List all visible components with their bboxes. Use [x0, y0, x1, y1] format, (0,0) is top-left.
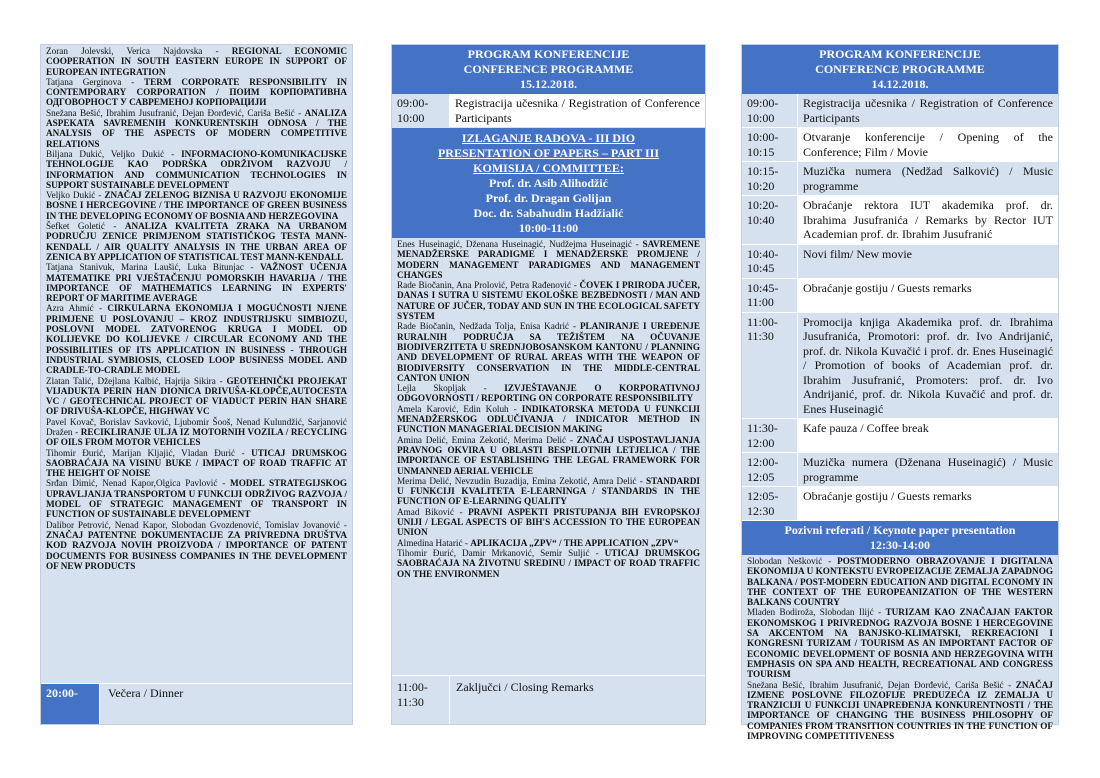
schedule-label: Otvaranje konferencije / Opening of the Conference; Film / Movie: [798, 128, 1058, 161]
left-column: [40, 44, 353, 725]
paper-entry: [46, 190, 347, 221]
paper-entry: [397, 548, 700, 579]
schedule-time: [742, 453, 798, 486]
schedule-label: Muzička numera (Dženana Huseinagić) / Music programme: [803, 455, 1053, 484]
paper-authors: Tatjana Gerginova -: [46, 76, 144, 87]
paper-authors: Merima Delić, Nevzudin Buzadija, Emina Zekotić, Amra Delić -: [397, 475, 647, 486]
paper-title: ANALIZA ASPEKATA SAVREMENIH KONKURENTSKIH ODNOSA / THE ANALYSIS OF THE ASPECTS OF MODERN COMPETITIVE RELATIONS: [46, 107, 347, 149]
paper-title: RECIKLIRANJE ULJA IZ MOTORNIH VOZILA / RECYCLING OF OILS FROM MOTOR VEHICLES: [46, 426, 347, 448]
schedule-label: Registracija učesnika / Registration of Conference Participants: [803, 96, 1053, 125]
schedule-time: [742, 487, 798, 520]
schedule-label: Obraćanje gostiju / Guests remarks: [798, 487, 1058, 520]
paper-authors: Snežana Bešić, Ibrahim Jusufranić, Dejan Đorđević, Cariša Bešić -: [747, 679, 1016, 690]
paper-list: [742, 555, 1058, 741]
paper-entry: [46, 303, 347, 375]
programme-header: [742, 45, 1058, 94]
paper-title: SAVREMENE MENADŽERSKE PARADIGME I MENADŽERSKE PROMJENE / MODERN MANAGEMENT PARADIGMES AND MANAGEMENT CHANGES: [397, 239, 700, 280]
schedule-time-start: 12:05-: [747, 489, 779, 503]
paper-entry: [46, 448, 347, 479]
schedule-label: Promocija knjiga Akademika prof. dr. Ibrahima Jusufranića, Promotori: prof. dr. Ivo Andrijanić, prof. dr. Nikola Kuvačić i prof. dr. Enes Huseinagić / Promotion of books of Academian prof. dr. Ibrahim Jusufranić, Promoters: prof. dr. Ivo Andrijanić, prof. dr. Nikola Kuvačić and prof. dr. Enes Huseinagić: [803, 314, 1053, 416]
paper-title: IZVJEŠTAVANJE O KORPORATIVNOJ ODGOVORNOSTI / REPORTING ON CORPORATE RESPONSIBILITY: [397, 383, 701, 404]
paper-authors: Srđan Dimić, Nenad Kapor,Olgica Pavlović -: [46, 478, 231, 489]
schedule-time-end: 10:00: [747, 110, 775, 125]
schedule-label: Muzička numera (Nedžad Salković) / Music programme: [803, 164, 1053, 193]
paper-title: PLANIRANJE I UREĐENJE RURALNIH PODRUČJA SA TEŽIŠTEM NA OČUVANJE BIODIVERZITETA U SREDNJOBOSANSKOM KANTONU / PLANNING AND DEVELOPMENT OF RURAL AREAS WITH THE WEAPON OF BIODIVERSITY CONSERVATION IN THE MIDDLE-CENTRAL CANTON UNION: [397, 321, 700, 383]
schedule-time: [742, 196, 798, 244]
schedule-time-start: 10:45-: [747, 280, 779, 295]
paper-authors: Dalibor Petrović, Nenad Kapor, Slobodan Gvozdenović, Tomislav Jovanović -: [46, 519, 347, 530]
dinner-row: [41, 683, 352, 724]
schedule-time-start: 10:00-: [747, 130, 779, 144]
paper-authors: Snežana Bešić, Ibrahim Jusufranić, Dejan Đorđević, Cariša Bešić -: [46, 107, 305, 118]
closing-label: Zaključci / Closing Remarks: [456, 680, 594, 694]
registration-label: Registracija učesnika / Registration of Conference Participants: [450, 94, 705, 127]
schedule-time-end: 11:30: [747, 329, 774, 343]
paper-authors: Amad Biković -: [397, 506, 469, 517]
schedule-time-end: 12:00: [747, 435, 775, 450]
paper-authors: Biljana Dukić, Veljko Dukić -: [46, 148, 182, 159]
schedule-row: [742, 162, 1058, 196]
paper-authors: Slobodan Nešković -: [747, 556, 838, 566]
paper-title: INDIKATORSKA METODA U FUNKCIJI MENADŽERSKOG ODLUČIVANJA / INDICATOR METHOD IN FUNCTION MANAGERIAL DECISION MAKING: [397, 403, 700, 435]
schedule-row: [742, 94, 1058, 128]
schedule-row: [742, 128, 1058, 162]
committee-label: KOMISIJA / COMMITTEE:: [473, 161, 624, 175]
schedule-time: [742, 162, 798, 195]
paper-title: CIRKULARNA EKONOMIJA I MOGUĆNOSTI NJENE PRIMJENE U POSLOVANJU – KROZ INDUSTRIJSKU SIMBIOZU, POSLOVNI MODEL ZATVORENOG KRUGA I MODEL OD KOLIJEVKE DO KOLIJEVKE / CIRCULAR ECONOMY AND THE POSSIBILITIES OF ITS APPLICATION IN BUSINESS - THROUGH INDUSTRIAL SYMBIOSIS, CLOSED LOOP BUSINESS MODEL AND CRADLE-TO-CRADLE MODEL: [46, 303, 347, 376]
paper-entry: [397, 280, 700, 321]
closing-row: [392, 675, 705, 724]
schedule-time-end: 12:30: [747, 503, 775, 518]
schedule-time-end: 10:20: [747, 178, 775, 193]
paper-title: ZNAČAJ PATENTNE DOKUMENTACIJE ZA PRIVREDNA DRUŠTVA KOD RAZVOJA NOVIH PROIZVODA / IMPORTANCE OF PATENT DOCUMENTS FOR BUSINESS COMPANIES IN THE DEVELOPMENT OF NEW PRODUCTS: [46, 529, 347, 571]
paper-title: PRAVNI ASPEKTI PRISTUPANJA BIH EVROPSKOJ UNIJI / LEGAL ASPECTS OF BIH'S ACCESSION TO THE EUROPEAN UNION: [397, 506, 700, 538]
schedule-time: [742, 279, 798, 312]
committee-member: Prof. dr. Asib Alihodžić: [488, 176, 609, 190]
schedule-row: [742, 313, 1058, 420]
paper-entry: [46, 77, 347, 108]
paper-list: [392, 238, 705, 579]
schedule-time-end: 10:40: [747, 212, 775, 227]
schedule-time-end: 10:45: [747, 261, 775, 275]
paper-title: ČOVEK I PRIRODA JUČER, DANAS I SUTRA U SISTEMU EKOLOŠKE BEZBEDNOSTI / MAN AND NATURE OF JUČER, TODAY AND SUN IN THE ECOLOGICAL SAFETY SYSTEM: [397, 280, 700, 322]
header-title-bs: PROGRAM KONFERENCIJE: [819, 47, 981, 61]
paper-entry: [46, 149, 347, 190]
paper-authors: Tihomir Đurić, Marijan Kljajić, Vladan Đurić -: [46, 447, 252, 458]
schedule-time: [742, 94, 798, 127]
paper-entry: [397, 239, 700, 280]
schedule-label: Kafe pauza / Coffee break: [798, 419, 1058, 452]
schedule-row: [742, 487, 1058, 521]
paper-authors: Veljko Dukić -: [46, 190, 105, 201]
paper-authors: Lejla Skopljak -: [397, 383, 505, 394]
paper-entry: [46, 221, 347, 262]
dinner-label: Večera / Dinner: [99, 684, 352, 724]
paper-entry: [46, 46, 347, 77]
paper-title: STANDARDI U FUNKCIJI KVALITETA E-LEARNINGA / STANDARDS IN THE FUNCTION OF E-LEARNING QUALITY: [397, 475, 700, 507]
paper-authors: Tatjana Stanivuk, Marina Laušić, Luka Bitunjac -: [46, 262, 261, 273]
keynote-header: [742, 521, 1058, 555]
schedule-row: [742, 279, 1058, 313]
schedule-label: Obraćanje gostiju / Guests remarks: [798, 279, 1058, 312]
header-date: 15.12.2018.: [520, 77, 577, 91]
paper-authors: Mladen Bodiroža, Slobodan Ilijć -: [747, 607, 886, 618]
schedule-time-end: 10:15: [747, 144, 775, 159]
paper-title: INFORMACIONO-KOMUNIKACIJSKE TEHNOLOGIJE KAO PODRŠKA ODRŽIVOM RAZVOJU / INFORMATION AND COMMUNICATION TECHNOLOGIES IN SUPPORT SUSTAINABLE DEVELOPMENT: [46, 148, 347, 190]
paper-entry: [747, 607, 1053, 679]
paper-authors: Rade Biočanin, Ana Prolović, Petra Rađenović -: [397, 280, 580, 291]
schedule-label: Obraćanje rektora IUT akademika prof. dr. Ibrahima Jusufranića / Remarks by Rector IUT Academian prof. dr. Ibrahim Jusufranić: [798, 196, 1058, 244]
schedule-time-start: 11:00-: [747, 314, 778, 329]
paper-title: POSTMODERNO OBRAZOVANJE I DIGITALNA EKONOMIJA U KONTEKSTU EVROPEIZACIJE ZEMALJA ZAPADNOG BALKANA / POST-MODERN EDUCATION AND DIGITAL ECONOMY IN THE CONTEXT OF THE EUROPEANIZATION OF THE WESTERN BALKANS COUNTRY: [747, 556, 1053, 608]
paper-title: ANALIZA KVALITETA ZRAKA NA URBANOM PODRUČJU ZENICE PRIMJENOM STATISTIČKOG TESTA MANN-KENDALL / AIR QUALITY ANALYSIS IN THE URBAN AREA OF ZENICA BY APPLICATION OF STATISTICAL TEST MANN-KENDALL: [46, 221, 348, 262]
paper-title: UTICAJ DRUMSKOG SAOBRAĆAJA NA VISINU BUKE / IMPACT OF ROAD TRAFFIC AT THE HEIGHT OF NOISE: [46, 447, 347, 479]
paper-authors: Pavel Kovač, Borislav Savković, Ljubomir Šooš, Nenad Kulundžić, Sarjanović Dražen -: [46, 416, 347, 437]
schedule-time-start: 10:40-: [747, 246, 779, 261]
schedule-time-end: 11:00: [747, 295, 774, 309]
paper-authors: Amina Delić, Emina Zekotić, Merima Delić -: [397, 434, 577, 445]
schedule-time-start: 10:15-: [747, 164, 779, 178]
paper-entry: [747, 556, 1053, 607]
paper-authors: Almedina Hatarić -: [397, 537, 471, 548]
committee-member: Doc. dr. Sabahudin Hadžialić: [473, 206, 624, 220]
schedule-label: Novi film/ New movie: [803, 246, 912, 261]
schedule-time: [742, 419, 798, 452]
paper-list: [41, 45, 352, 571]
paper-title: MODEL STRATEGIJSKOG UPRAVLJANJA TRANSPORTOM U FUNKCIJI ODRŽIVOG RAZVOJA / MODEL OF STRATEGIC MANAGEMENT OF TRANSPORT IN FUNCTION OF SUSTAINABLE DEVELOPMENT: [46, 478, 347, 520]
closing-time-end: 11:30: [397, 694, 424, 709]
dinner-time: 20:00-: [41, 684, 99, 724]
header-title-bs: PROGRAM KONFERENCIJE: [467, 47, 630, 61]
right-column: [741, 44, 1059, 742]
paper-entry: [397, 538, 700, 548]
schedule-time: [742, 128, 798, 161]
paper-entry: [397, 404, 700, 435]
paper-title: ZNAČAJ ZELENOG BIZNISA U RAZVOJU EKONOMIJE BOSNE I HERCEGOVINE / THE IMPORTANCE OF GREEN BUSINESS IN THE DEVELOPING ECONOMY OF BOSNIA AND HERZEGOVINA: [46, 190, 347, 221]
paper-entry: [46, 478, 347, 519]
header-title-en: CONFERENCE PROGRAMME: [463, 62, 634, 76]
schedule-table: [742, 94, 1058, 521]
schedule-time-start: 12:00-: [747, 455, 779, 469]
paper-title: VAŽNOST UČENJA MATEMATIKE PRI VJEŠTAČENJU POMORSKIH HAVARIJA / THE IMPORTANCE OF MATHEMATICS LEARNING IN EXPERTS' REPORT OF MARITIME AVERAGE: [46, 262, 348, 304]
paper-entry: [397, 476, 700, 507]
registration-time: 09:00-10:00: [392, 94, 450, 127]
paper-title: TURIZAM KAO ZNAČAJAN FAKTOR EKONOMSKOG I PRIVREDNOG RAZVOJA BOSNE I HERCEGOVINE SA AKCENTOM NA BANJSKO-KLIMATSKI, REKREACIONI I KONGRESNI TURIZAM / TOURISM AS AN IMPORTANT FACTOR OF ECONOMIC DEVELOPMENT OF BOSNIA AND HERZEGOVINA WITH EMPHASIS ON SPA AND HEALTH, RECREATIONAL AND CONGRESS TOURISM: [747, 607, 1053, 680]
paper-title: TERM CORPORATE RESPONSIBILITY IN CONTEMPORARY CORPORATION / ПОИМ КОРПОРАТИВНА ОДГОВОРНОСТ У САВРЕМЕНОЈ КОРПОРАЦИЈИ: [46, 76, 347, 108]
paper-authors: Enes Huseinagić, Dženana Huseinagić, Nudžejma Huseinagić -: [397, 239, 643, 249]
schedule-time: [742, 313, 798, 419]
schedule-row: [742, 419, 1058, 453]
schedule-time: [742, 245, 798, 278]
paper-entry: [46, 262, 347, 303]
paper-title: ZNAČAJ IZMENE POSLOVNE FILOZOFIJE PREDUZEĆA IZ ZEMALJA U TRANZICIJI U FUNKCIJI UNAPREĐENJA KONKURENTNOSTI / THE IMPORTANCE OF CHANGING THE BUSINESS PHILOSOPHY OF COMPANIES FROM TRANSITION COUNTRIES IN THE FUNCTION OF IMPROVING COMPETITIVENESS: [747, 679, 1053, 742]
paper-authors: Rade Biočanin, Nedžada Tolja, Enisa Kadrić -: [397, 321, 580, 332]
schedule-time-end: 12:05: [747, 469, 775, 484]
schedule-time-start: 09:00-: [747, 96, 779, 110]
paper-title: REGIONAL ECONOMIC COOPERATION IN SOUTH EASTERN EUROPE IN SUPPORT OF EUROPEAN INTEGRATION: [46, 46, 348, 77]
paper-title: ZNAČAJ USPOSTAVLJANJA PRAVNOG OKVIRA U OBLASTI BESPILOTNIH LETJELICA / THE IMPORTANCE OF ESTABLISHING THE LEGAL FRAMEWORK FOR UNMANNED AERIAL VEHICLE: [397, 434, 701, 476]
session-title-en: PRESENTATION OF PAPERS – PART III: [437, 146, 660, 160]
paper-authors: Šefket Goletić -: [46, 221, 125, 232]
paper-authors: Zoran Jolevski, Verica Najdovska -: [46, 46, 232, 56]
paper-authors: Zlatan Talić, Džejlana Kalbić, Hajrija Sikira -: [46, 375, 227, 386]
paper-title: UTICAJ DRUMSKOG SAOBRAĆAJA NA ŽIVOTNU SREDINU / IMPACT OF ROAD TRAFFIC ON THE ENVIRONMEN: [397, 547, 701, 579]
header-date: 14.12.2018.: [871, 77, 929, 91]
paper-entry: [747, 680, 1053, 742]
schedule-row: [742, 453, 1058, 487]
paper-entry: [397, 383, 700, 404]
paper-entry: [46, 417, 347, 448]
paper-entry: [46, 376, 347, 417]
schedule-time-start: 10:20-: [747, 198, 779, 212]
programme-header: [392, 45, 705, 94]
paper-entry: [46, 520, 347, 571]
paper-entry: [397, 435, 700, 476]
middle-column: [391, 44, 706, 725]
committee-member: Prof. dr. Dragan Golijan: [485, 191, 612, 205]
paper-authors: Tihomir Đurić, Damir Mrkanović, Semir Suljić -: [397, 547, 605, 558]
paper-entry: [397, 321, 700, 383]
paper-entry: [397, 507, 700, 538]
paper-authors: Amela Karović, Edin Koluh -: [397, 403, 522, 414]
header-title-en: CONFERENCE PROGRAMME: [815, 62, 985, 76]
paper-entry: [46, 108, 347, 149]
paper-title: GEOTEHNIČKI PROJEKAT VIJADUKTA PERIN HAN DIONICA DRIVUŠA-KLOPČE,AUTOCESTA VC / GEOTECHNICAL PROJECT OF VIADUCT PERIN HAN SHARE OF DRIVUŠA-KLOPČE, HIGHWAY VC: [46, 375, 347, 417]
keynote-title: Pozivni referati / Keynote paper presentation: [784, 523, 1016, 537]
registration-row: [392, 94, 705, 128]
schedule-time-start: 11:30-: [747, 421, 778, 435]
closing-time-start: 11:00-: [397, 680, 428, 694]
schedule-row: [742, 196, 1058, 245]
paper-authors: Azra Ahmić -: [46, 303, 108, 314]
closing-time: [392, 676, 450, 724]
keynote-time: 12:30-14:00: [870, 538, 930, 552]
session-title-bs: IZLAGANJE RADOVA - III DIO: [461, 131, 636, 145]
schedule-row: [742, 245, 1058, 279]
session-header: [392, 128, 705, 238]
paper-title: APLIKACIJA „ZPV“ / THE APPLICATION „ZPV“: [470, 537, 679, 548]
session-time: 10:00-11:00: [518, 221, 579, 235]
